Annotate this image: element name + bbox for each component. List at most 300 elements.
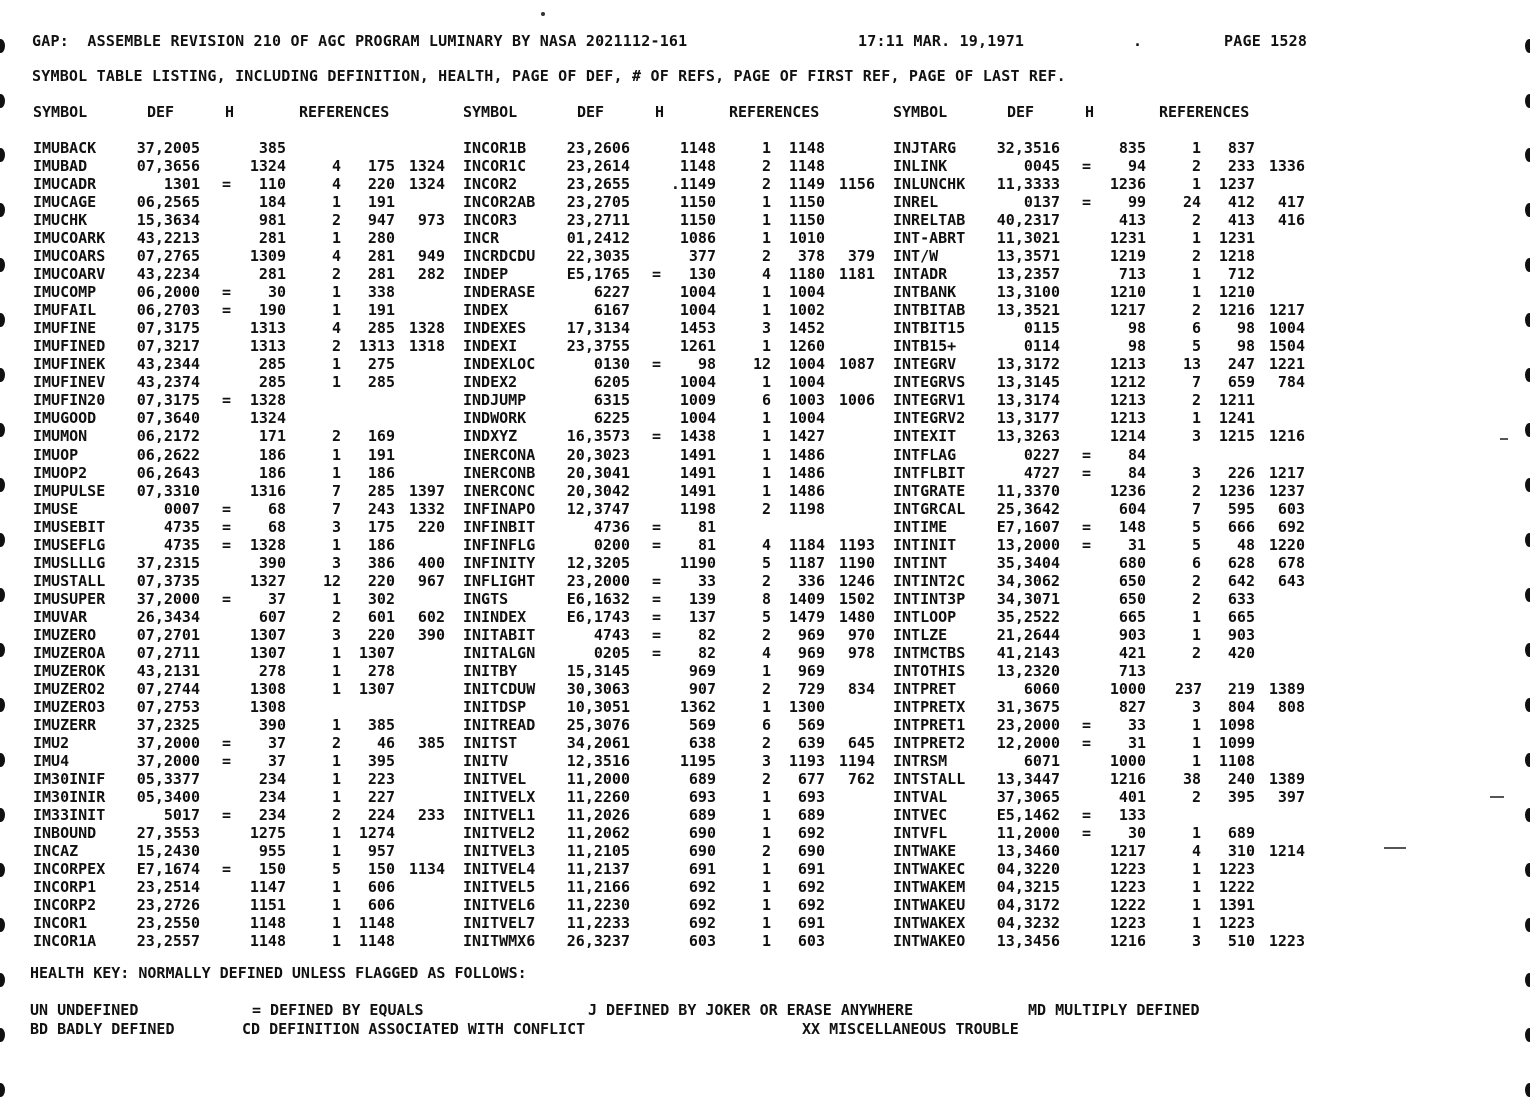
cell-symbol: INERCONA: [463, 446, 536, 464]
table-row: [0, 806, 1530, 824]
cell-ref-count: 5: [331, 860, 341, 878]
table-row: [0, 283, 1530, 301]
cell-first-ref: 601: [367, 608, 395, 626]
cell-symbol: INFINBIT: [463, 518, 536, 536]
cell-ref-count: 7: [1191, 373, 1201, 391]
table-row: [0, 211, 1530, 229]
cell-ref-count: 237: [1175, 680, 1203, 698]
cell-definition: 0200: [593, 536, 630, 554]
cell-definition: 34,3062: [996, 572, 1060, 590]
cell-ref-count: 1: [761, 860, 771, 878]
cell-first-ref: 46: [376, 734, 395, 752]
cell-ref-count: 7: [331, 482, 341, 500]
cell-def-page: 569: [688, 716, 716, 734]
cell-first-ref: 1479: [788, 608, 825, 626]
cell-definition: 12,3205: [566, 554, 630, 572]
cell-ref-count: 3: [331, 626, 341, 644]
cell-last-ref: 1397: [408, 482, 445, 500]
cell-symbol: INTEGRV1: [893, 391, 966, 409]
cell-def-page: 1210: [1109, 283, 1146, 301]
cell-ref-count: 1: [761, 337, 771, 355]
cell-def-page: 1148: [249, 914, 286, 932]
cell-ref-count: 1: [761, 464, 771, 482]
cell-first-ref: 1216: [1218, 301, 1255, 319]
health-key-un: UN UNDEFINED: [30, 1001, 139, 1019]
cell-last-ref: 282: [417, 265, 445, 283]
cell-ref-count: 1: [761, 896, 771, 914]
cell-ref-count: 6: [761, 391, 771, 409]
cell-first-ref: 191: [367, 193, 395, 211]
cell-first-ref: 1198: [788, 500, 825, 518]
cell-last-ref: 1217: [1268, 301, 1305, 319]
cell-definition: 30,3063: [566, 680, 630, 698]
cell-definition: 32,3516: [996, 139, 1060, 157]
cell-def-page: 665: [1118, 608, 1146, 626]
punch-hole-icon: [1525, 39, 1530, 53]
cell-symbol: IMUPULSE: [33, 482, 106, 500]
cell-symbol: INJTARG: [893, 139, 957, 157]
table-row: [0, 355, 1530, 373]
cell-def-page: 1327: [249, 572, 286, 590]
cell-first-ref: 175: [367, 157, 395, 175]
cell-last-ref: 1221: [1268, 355, 1305, 373]
cell-health: =: [1082, 518, 1092, 536]
cell-symbol: INITVEL4: [463, 860, 536, 878]
cell-ref-count: 1: [331, 536, 341, 554]
cell-ref-count: 1: [1191, 608, 1201, 626]
cell-last-ref: 416: [1277, 211, 1305, 229]
cell-symbol: INITVEL6: [463, 896, 536, 914]
table-row: [0, 446, 1530, 464]
cell-first-ref: 219: [1227, 680, 1255, 698]
cell-first-ref: 1150: [788, 193, 825, 211]
cell-first-ref: 1193: [788, 752, 825, 770]
cell-def-page: 1004: [679, 301, 716, 319]
cell-first-ref: 642: [1227, 572, 1255, 590]
cell-ref-count: 1: [1191, 860, 1201, 878]
cell-symbol: INCAZ: [33, 842, 79, 860]
cell-ref-count: 2: [1191, 211, 1201, 229]
cell-def-page: 1313: [249, 319, 286, 337]
cell-first-ref: 1231: [1218, 229, 1255, 247]
cell-symbol: INERCONC: [463, 482, 536, 500]
cell-first-ref: 1108: [1218, 752, 1255, 770]
cell-definition: E5,1765: [566, 265, 630, 283]
cell-first-ref: 1241: [1218, 409, 1255, 427]
cell-def-page: 184: [258, 193, 286, 211]
cell-symbol: INBOUND: [33, 824, 97, 842]
cell-symbol: INCORP1: [33, 878, 97, 896]
cell-last-ref: 1237: [1268, 482, 1305, 500]
cell-symbol: IMUBAD: [33, 157, 88, 175]
cell-ref-count: 1: [761, 482, 771, 500]
cell-definition: 04,3215: [996, 878, 1060, 896]
cell-health: =: [222, 500, 232, 518]
cell-definition: 21,2644: [996, 626, 1060, 644]
cell-ref-count: 2: [761, 500, 771, 518]
cell-symbol: INCORP2: [33, 896, 97, 914]
cell-first-ref: 1300: [788, 698, 825, 716]
punch-hole-icon: [1525, 423, 1530, 437]
cell-def-page: 33: [1127, 716, 1146, 734]
cell-symbol: INITV: [463, 752, 509, 770]
cell-definition: 13,3460: [996, 842, 1060, 860]
cell-def-page: 1491: [679, 464, 716, 482]
cell-last-ref: 220: [417, 518, 445, 536]
cell-last-ref: 1336: [1268, 157, 1305, 175]
cell-def-page: 693: [688, 788, 716, 806]
cell-def-page: 903: [1118, 626, 1146, 644]
cell-def-page: 1324: [249, 157, 286, 175]
cell-symbol: IMU2: [33, 734, 70, 752]
cell-definition: 13,3145: [996, 373, 1060, 391]
cell-definition: 0205: [593, 644, 630, 662]
header-health: H: [655, 103, 665, 121]
cell-def-page: 1261: [679, 337, 716, 355]
cell-first-ref: 98: [1236, 319, 1255, 337]
table-row: [0, 337, 1530, 355]
cell-last-ref: 603: [1277, 500, 1305, 518]
cell-ref-count: 2: [1191, 157, 1201, 175]
cell-def-page: 31: [1127, 734, 1146, 752]
cell-first-ref: 947: [367, 211, 395, 229]
cell-last-ref: 1194: [838, 752, 875, 770]
cell-health: =: [222, 734, 232, 752]
cell-def-page: 377: [688, 247, 716, 265]
cell-symbol: IMUCOARK: [33, 229, 106, 247]
cell-ref-count: 1: [761, 193, 771, 211]
cell-symbol: INTEXIT: [893, 427, 957, 445]
cell-first-ref: 310: [1227, 842, 1255, 860]
cell-symbol: INITVEL2: [463, 824, 536, 842]
cell-symbol: INTVEC: [893, 806, 948, 824]
header-health: H: [225, 103, 235, 121]
cell-def-page: 37: [267, 734, 286, 752]
cell-definition: 5017: [163, 806, 200, 824]
cell-ref-count: 8: [761, 590, 771, 608]
table-row: [0, 896, 1530, 914]
cell-first-ref: 1409: [788, 590, 825, 608]
cell-def-page: 30: [1127, 824, 1146, 842]
cell-ref-count: 1: [331, 842, 341, 860]
cell-def-page: 81: [697, 536, 716, 554]
punch-hole-icon: [0, 94, 5, 108]
cell-last-ref: 1318: [408, 337, 445, 355]
cell-first-ref: 1486: [788, 446, 825, 464]
cell-symbol: INITALGN: [463, 644, 536, 662]
cell-ref-count: 1: [331, 644, 341, 662]
cell-first-ref: 628: [1227, 554, 1255, 572]
cell-def-page: 607: [258, 608, 286, 626]
cell-definition: 11,2000: [566, 770, 630, 788]
cell-first-ref: 150: [367, 860, 395, 878]
cell-last-ref: 643: [1277, 572, 1305, 590]
cell-ref-count: 5: [1191, 518, 1201, 536]
table-row: [0, 572, 1530, 590]
punch-hole-icon: [0, 39, 5, 53]
cell-symbol: INTWAKEO: [893, 932, 966, 950]
cell-def-page: 1213: [1109, 355, 1146, 373]
cell-health: =: [1082, 806, 1092, 824]
cell-def-page: 37: [267, 752, 286, 770]
cell-definition: 13,3177: [996, 409, 1060, 427]
cell-def-page: 1491: [679, 482, 716, 500]
cell-definition: 06,2643: [136, 464, 200, 482]
cell-definition: 0130: [593, 355, 630, 373]
cell-definition: 13,3521: [996, 301, 1060, 319]
cell-def-page: 82: [697, 644, 716, 662]
cell-health: =: [652, 608, 662, 626]
cell-definition: 6227: [593, 283, 630, 301]
cell-ref-count: 7: [1191, 500, 1201, 518]
cell-first-ref: 1486: [788, 482, 825, 500]
cell-ref-count: 1: [331, 590, 341, 608]
cell-ref-count: 4: [1191, 842, 1201, 860]
cell-definition: E5,1462: [996, 806, 1060, 824]
cell-symbol: IMUOP2: [33, 464, 88, 482]
cell-health: =: [222, 175, 232, 193]
table-row: [0, 914, 1530, 932]
cell-first-ref: 233: [1227, 157, 1255, 175]
cell-def-page: 1438: [679, 427, 716, 445]
cell-symbol: IM33INIT: [33, 806, 106, 824]
cell-last-ref: 602: [417, 608, 445, 626]
punch-hole-icon: [1525, 478, 1530, 492]
cell-definition: 23,2711: [566, 211, 630, 229]
cell-definition: 23,2655: [566, 175, 630, 193]
cell-ref-count: 5: [761, 554, 771, 572]
cell-symbol: IMUZEROK: [33, 662, 106, 680]
cell-definition: 07,3217: [136, 337, 200, 355]
punch-hole-icon: [1525, 1028, 1530, 1042]
cell-symbol: IMUCOARS: [33, 247, 106, 265]
cell-def-page: .1149: [670, 175, 716, 193]
cell-definition: 15,2430: [136, 842, 200, 860]
cell-first-ref: 385: [367, 716, 395, 734]
cell-symbol: INTVFL: [893, 824, 948, 842]
cell-def-page: 421: [1118, 644, 1146, 662]
cell-definition: 11,2105: [566, 842, 630, 860]
cell-definition: 15,3145: [566, 662, 630, 680]
cell-ref-count: 38: [1182, 770, 1201, 788]
cell-definition: 37,2005: [136, 139, 200, 157]
cell-first-ref: 175: [367, 518, 395, 536]
cell-definition: 20,3023: [566, 446, 630, 464]
cell-symbol: INFLIGHT: [463, 572, 536, 590]
cell-first-ref: 378: [797, 247, 825, 265]
cell-first-ref: 227: [367, 788, 395, 806]
cell-first-ref: 1148: [358, 932, 395, 950]
cell-def-page: 1219: [1109, 247, 1146, 265]
cell-health: =: [1082, 464, 1092, 482]
cell-definition: 0114: [1023, 337, 1060, 355]
cell-definition: 06,2172: [136, 427, 200, 445]
cell-first-ref: 606: [367, 896, 395, 914]
cell-ref-count: 4: [761, 536, 771, 554]
cell-last-ref: 1480: [838, 608, 875, 626]
cell-ref-count: 2: [761, 572, 771, 590]
table-row: [0, 608, 1530, 626]
cell-ref-count: 1: [331, 355, 341, 373]
cell-ref-count: 4: [761, 644, 771, 662]
cell-def-page: 1147: [249, 878, 286, 896]
cell-first-ref: 1210: [1218, 283, 1255, 301]
header-def: DEF: [1007, 103, 1035, 121]
cell-symbol: INRELTAB: [893, 211, 966, 229]
margin-mark: [1500, 438, 1508, 440]
cell-symbol: INREL: [893, 193, 939, 211]
cell-definition: 34,3071: [996, 590, 1060, 608]
cell-definition: 10,3051: [566, 698, 630, 716]
cell-ref-count: 1: [331, 680, 341, 698]
cell-def-page: 234: [258, 770, 286, 788]
cell-def-page: 37: [267, 590, 286, 608]
cell-ref-count: 2: [331, 337, 341, 355]
cell-def-page: 1198: [679, 500, 716, 518]
cell-ref-count: 12: [322, 572, 341, 590]
cell-ref-count: 1: [331, 446, 341, 464]
cell-first-ref: 1184: [788, 536, 825, 554]
cell-ref-count: 1: [1191, 229, 1201, 247]
cell-definition: 11,2000: [996, 824, 1060, 842]
cell-first-ref: 969: [797, 662, 825, 680]
cell-first-ref: 1010: [788, 229, 825, 247]
cell-symbol: INITREAD: [463, 716, 536, 734]
cell-symbol: INITVEL5: [463, 878, 536, 896]
cell-def-page: 1223: [1109, 860, 1146, 878]
health-key-xx: XX MISCELLANEOUS TROUBLE: [802, 1020, 1019, 1038]
cell-definition: 01,2412: [566, 229, 630, 247]
cell-ref-count: 2: [331, 427, 341, 445]
table-row: [0, 175, 1530, 193]
cell-first-ref: 413: [1227, 211, 1255, 229]
cell-health: =: [222, 860, 232, 878]
cell-definition: 15,3634: [136, 211, 200, 229]
cell-symbol: INCOR1C: [463, 157, 527, 175]
cell-ref-count: 1: [331, 229, 341, 247]
health-key-md: MD MULTIPLY DEFINED: [1028, 1001, 1200, 1019]
cell-def-page: 401: [1118, 788, 1146, 806]
cell-def-page: 713: [1118, 662, 1146, 680]
cell-symbol: IMUSE: [33, 500, 79, 518]
cell-def-page: 1212: [1109, 373, 1146, 391]
punch-hole-icon: [1525, 1083, 1530, 1097]
cell-def-page: 94: [1127, 157, 1146, 175]
cell-symbol: IMUZERO3: [33, 698, 106, 716]
cell-definition: 34,2061: [566, 734, 630, 752]
cell-def-page: 1148: [679, 139, 716, 157]
cell-definition: 13,3172: [996, 355, 1060, 373]
cell-first-ref: 48: [1236, 536, 1255, 554]
cell-definition: 07,2753: [136, 698, 200, 716]
cell-last-ref: 978: [847, 644, 875, 662]
listing-timestamp: 17:11 MAR. 19,1971: [858, 32, 1025, 50]
cell-def-page: 680: [1118, 554, 1146, 572]
cell-definition: E7,1674: [136, 860, 200, 878]
cell-ref-count: 1: [331, 932, 341, 950]
cell-ref-count: 1: [761, 914, 771, 932]
cell-ref-count: 1: [331, 896, 341, 914]
cell-definition: 37,2315: [136, 554, 200, 572]
cell-symbol: INTB15+: [893, 337, 957, 355]
cell-last-ref: 678: [1277, 554, 1305, 572]
cell-first-ref: 510: [1227, 932, 1255, 950]
punch-hole-icon: [1525, 94, 1530, 108]
cell-symbol: INDWORK: [463, 409, 527, 427]
cell-first-ref: 1004: [788, 373, 825, 391]
cell-definition: 07,3735: [136, 572, 200, 590]
cell-def-page: 1222: [1109, 896, 1146, 914]
cell-ref-count: 4: [331, 157, 341, 175]
cell-last-ref: 1217: [1268, 464, 1305, 482]
cell-ref-count: 1: [1191, 283, 1201, 301]
cell-definition: E6,1743: [566, 608, 630, 626]
cell-definition: 11,2137: [566, 860, 630, 878]
cell-ref-count: 1: [331, 373, 341, 391]
cell-ref-count: 1: [761, 301, 771, 319]
cell-definition: 23,2614: [566, 157, 630, 175]
cell-definition: 43,2131: [136, 662, 200, 680]
cell-def-page: 68: [267, 518, 286, 536]
cell-def-page: 98: [1127, 337, 1146, 355]
cell-ref-count: 2: [331, 734, 341, 752]
cell-symbol: INT/W: [893, 247, 939, 265]
cell-symbol: INTIME: [893, 518, 948, 536]
cell-symbol: IMUGOOD: [33, 409, 97, 427]
cell-def-page: 82: [697, 626, 716, 644]
cell-definition: 04,3172: [996, 896, 1060, 914]
cell-ref-count: 2: [1191, 572, 1201, 590]
cell-ref-count: 1: [331, 770, 341, 788]
cell-def-page: 186: [258, 464, 286, 482]
cell-def-page: 1148: [249, 932, 286, 950]
cell-definition: 23,2726: [136, 896, 200, 914]
cell-symbol: IMUFINED: [33, 337, 106, 355]
cell-ref-count: 7: [331, 500, 341, 518]
cell-last-ref: 808: [1277, 698, 1305, 716]
cell-def-page: 30: [267, 283, 286, 301]
cell-symbol: INTBANK: [893, 283, 957, 301]
cell-health: =: [222, 301, 232, 319]
cell-ref-count: 1: [761, 698, 771, 716]
cell-last-ref: 1193: [838, 536, 875, 554]
cell-symbol: INDEXES: [463, 319, 527, 337]
cell-ref-count: 1: [1191, 914, 1201, 932]
cell-symbol: INFINITY: [463, 554, 536, 572]
cell-last-ref: 1181: [838, 265, 875, 283]
punch-hole-icon: [1525, 368, 1530, 382]
margin-mark: [1384, 847, 1406, 849]
cell-ref-count: 2: [761, 680, 771, 698]
header-def: DEF: [577, 103, 605, 121]
cell-definition: 6205: [593, 373, 630, 391]
cell-first-ref: 1223: [1218, 860, 1255, 878]
cell-health: =: [1082, 716, 1092, 734]
cell-ref-count: 1: [1191, 409, 1201, 427]
margin-mark: [1490, 796, 1504, 798]
cell-last-ref: 784: [1277, 373, 1305, 391]
table-row: [0, 229, 1530, 247]
cell-def-page: 130: [688, 265, 716, 283]
cell-first-ref: 224: [367, 806, 395, 824]
cell-last-ref: 949: [417, 247, 445, 265]
cell-symbol: INTINT: [893, 554, 948, 572]
cell-symbol: INCORPEX: [33, 860, 106, 878]
cell-ref-count: 12: [752, 355, 771, 373]
cell-first-ref: 278: [367, 662, 395, 680]
cell-health: =: [652, 536, 662, 554]
cell-symbol: INTINT2C: [893, 572, 966, 590]
